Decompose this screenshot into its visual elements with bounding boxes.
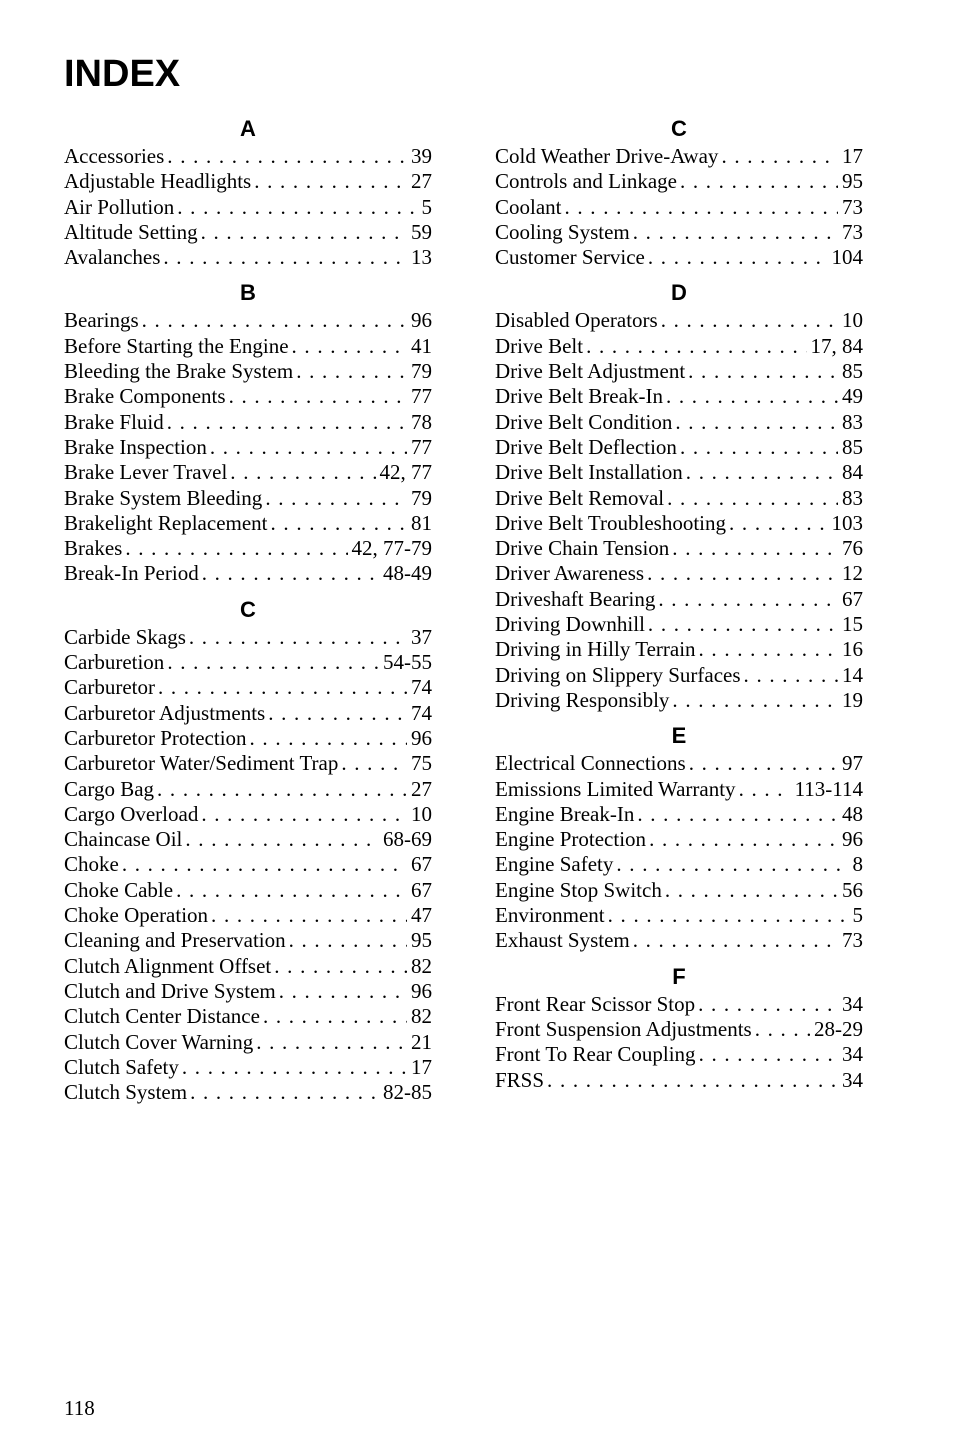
index-page-ref: 41 — [411, 333, 432, 358]
index-term: Engine Stop Switch — [495, 877, 662, 902]
index-page-ref: 56 — [842, 877, 863, 902]
index-term: Chaincase Oil — [64, 827, 183, 852]
index-entry — [495, 435, 863, 460]
index-entry — [495, 195, 863, 220]
index-term: Driving Downhill — [495, 612, 645, 637]
index-term: Break-In Period — [64, 561, 199, 586]
section-letter: D — [671, 280, 687, 306]
index-entry — [64, 410, 432, 435]
index-term: Carburetor — [64, 675, 155, 700]
dot-leader — [142, 308, 407, 333]
index-term: Driveshaft Bearing — [495, 586, 656, 611]
index-entry — [64, 903, 432, 928]
dot-leader — [210, 435, 407, 460]
index-term: Driver Awareness — [495, 561, 645, 586]
dot-leader — [633, 928, 838, 953]
index-term: Brake System Bleeding — [64, 485, 263, 510]
dot-leader — [648, 245, 828, 270]
index-page-ref: 97 — [842, 751, 863, 776]
dot-leader — [274, 954, 407, 979]
page-title: INDEX — [64, 53, 181, 95]
index-entry — [495, 334, 863, 359]
dot-leader — [201, 220, 407, 245]
index-page-ref: 73 — [842, 928, 863, 953]
index-term: Choke Cable — [64, 877, 174, 902]
index-page-ref: 75 — [411, 751, 432, 776]
index-term: Before Starting the Engine — [64, 333, 289, 358]
index-entry — [64, 675, 432, 700]
index-term: Engine Break-In — [495, 801, 635, 826]
dot-leader — [271, 511, 407, 536]
dot-leader — [672, 688, 838, 713]
index-page-ref: 83 — [842, 409, 863, 434]
dot-leader — [608, 903, 849, 928]
index-term: Environment — [495, 903, 605, 928]
index-page-ref: 85 — [842, 434, 863, 459]
index-section — [495, 278, 863, 713]
dot-leader — [189, 625, 407, 650]
dot-leader — [616, 852, 848, 877]
dot-leader — [157, 777, 407, 802]
index-term: Driving in Hilly Terrain — [495, 637, 696, 662]
dot-leader — [202, 561, 379, 586]
dot-leader — [667, 486, 838, 511]
dot-leader — [296, 359, 407, 384]
index-term: Clutch Safety — [64, 1054, 179, 1079]
index-entry — [495, 637, 863, 662]
index-page-ref: 78 — [411, 409, 432, 434]
section-letter: B — [240, 280, 256, 306]
index-term: Bleeding the Brake System — [64, 359, 294, 384]
index-entry — [495, 903, 863, 928]
index-entry — [495, 827, 863, 852]
index-entry — [495, 663, 863, 688]
index-page-ref: 37 — [411, 624, 432, 649]
index-term: Clutch and Drive System — [64, 978, 276, 1003]
index-page-ref: 49 — [842, 384, 863, 409]
index-page-ref: 96 — [411, 978, 432, 1003]
section-letter: E — [671, 723, 687, 749]
index-entry — [495, 220, 863, 245]
index-column-right — [495, 112, 863, 1093]
index-page-ref: 84 — [842, 460, 863, 485]
index-entry — [495, 688, 863, 713]
index-entry — [64, 827, 432, 852]
dot-leader — [163, 245, 407, 270]
dot-leader — [744, 663, 838, 688]
index-term: Brake Fluid — [64, 409, 164, 434]
index-entry — [495, 486, 863, 511]
index-page-ref: 95 — [411, 928, 432, 953]
dot-leader — [211, 903, 407, 928]
index-term: Altitude Setting — [64, 219, 198, 244]
index-page-ref: 27 — [411, 169, 432, 194]
index-term: Choke — [64, 852, 119, 877]
index-term: Brakes — [64, 536, 123, 561]
index-page-ref: 104 — [831, 245, 863, 270]
index-term: Brake Inspection — [64, 434, 207, 459]
index-entry — [495, 1017, 863, 1042]
index-term: Cargo Overload — [64, 801, 199, 826]
index-entry — [495, 384, 863, 409]
index-term: Drive Belt Break-In — [495, 384, 663, 409]
index-page-ref: 34 — [842, 1067, 863, 1092]
dot-leader — [637, 802, 838, 827]
index-term: Carburetor Water/Sediment Trap — [64, 751, 339, 776]
index-page-ref: 12 — [842, 561, 863, 586]
index-entry — [495, 169, 863, 194]
index-entry — [495, 612, 863, 637]
index-term: Cooling System — [495, 219, 630, 244]
index-term: Drive Belt Installation — [495, 460, 683, 485]
index-term: Drive Belt Removal — [495, 485, 665, 510]
index-term: Drive Belt — [495, 333, 584, 358]
index-entry — [495, 460, 863, 485]
index-entry — [495, 751, 863, 776]
index-section — [64, 278, 432, 586]
index-entry — [64, 511, 432, 536]
index-term: Customer Service — [495, 245, 645, 270]
index-column-left — [64, 112, 432, 1105]
index-term: Drive Belt Deflection — [495, 434, 677, 459]
dot-leader — [647, 561, 838, 586]
dot-leader — [721, 144, 838, 169]
index-entry — [64, 625, 432, 650]
index-term: Drive Belt Troubleshooting — [495, 510, 727, 535]
section-letter: C — [671, 116, 687, 141]
index-page-ref: 85 — [842, 359, 863, 384]
index-section — [64, 114, 432, 270]
index-page-ref: 17 — [411, 1054, 432, 1079]
dot-leader — [698, 992, 838, 1017]
dot-leader — [125, 536, 347, 561]
index-page-ref: 42, 77 — [379, 460, 432, 485]
index-entry — [64, 334, 432, 359]
index-term: Clutch Center Distance — [64, 1004, 260, 1029]
index-page-ref: 10 — [842, 308, 863, 333]
index-page-ref: 39 — [411, 144, 432, 168]
index-term: Front Suspension Adjustments — [495, 1016, 752, 1041]
dot-leader — [565, 195, 839, 220]
dot-leader — [675, 410, 838, 435]
dot-leader — [666, 384, 838, 409]
index-page-ref: 81 — [411, 510, 432, 535]
index-page-ref: 77 — [411, 434, 432, 459]
index-entry — [64, 308, 432, 333]
index-term: Brake Lever Travel — [64, 460, 228, 485]
index-entry — [495, 308, 863, 333]
index-term: Electrical Connections — [495, 751, 686, 776]
index-page-ref: 5 — [852, 903, 863, 928]
index-term: Carburetion — [64, 650, 165, 675]
dot-leader — [254, 169, 407, 194]
index-page-ref: 8 — [852, 852, 863, 877]
index-term: Carbide Skags — [64, 624, 186, 649]
index-page-ref: 68-69 — [383, 827, 432, 852]
dot-leader — [167, 144, 407, 169]
index-entry — [495, 410, 863, 435]
dot-leader — [680, 169, 838, 194]
index-page-ref: 48-49 — [383, 561, 432, 586]
section-letter: C — [240, 596, 256, 622]
index-entry — [495, 1042, 863, 1067]
dot-leader — [256, 1030, 407, 1055]
index-term: Cargo Bag — [64, 776, 155, 801]
dot-leader — [699, 637, 838, 662]
index-section — [495, 721, 863, 953]
index-page-ref: 82 — [411, 1004, 432, 1029]
index-entry — [64, 220, 432, 245]
index-page-ref: 15 — [842, 612, 863, 637]
index-term: Brake Components — [64, 384, 226, 409]
index-entry — [495, 852, 863, 877]
index-page-ref: 67 — [411, 852, 432, 877]
index-page-ref: 42, 77-79 — [351, 536, 432, 561]
index-page-ref: 16 — [842, 637, 863, 662]
index-entry — [495, 359, 863, 384]
index-term: Engine Protection — [495, 827, 647, 852]
index-page-ref: 17, 84 — [810, 333, 863, 358]
section-letter: F — [672, 963, 686, 989]
index-page-ref: 79 — [411, 485, 432, 510]
index-page-ref: 79 — [411, 359, 432, 384]
index-page-ref: 34 — [842, 1042, 863, 1067]
index-entry — [64, 384, 432, 409]
dot-leader — [672, 536, 838, 561]
section-letter: A — [240, 116, 256, 141]
index-entry — [495, 928, 863, 953]
dot-leader — [649, 827, 838, 852]
index-term: Clutch Alignment Offset — [64, 953, 272, 978]
dot-leader — [167, 650, 379, 675]
index-term: Front Rear Scissor Stop — [495, 991, 696, 1016]
index-entry — [64, 536, 432, 561]
index-page-ref: 113-114 — [794, 776, 863, 801]
dot-leader — [185, 827, 379, 852]
index-term: Clutch System — [64, 1080, 188, 1105]
dot-leader — [201, 802, 407, 827]
index-entry — [64, 486, 432, 511]
index-entry — [64, 852, 432, 877]
dot-leader — [658, 587, 838, 612]
index-page-ref: 19 — [842, 687, 863, 712]
dot-leader — [689, 751, 838, 776]
index-page-ref: 13 — [411, 245, 432, 270]
index-page-ref: 76 — [842, 536, 863, 561]
index-term: Carburetor Protection — [64, 725, 247, 750]
index-entry — [64, 878, 432, 903]
index-page-ref: 27 — [411, 776, 432, 801]
index-entry — [64, 954, 432, 979]
index-term: Driving on Slippery Surfaces — [495, 662, 741, 687]
index-entry — [495, 1068, 863, 1093]
index-page-ref: 54-55 — [383, 650, 432, 675]
dot-leader — [739, 777, 791, 802]
index-term: Emissions Limited Warranty — [495, 776, 736, 801]
index-term: Cleaning and Preservation — [64, 928, 286, 953]
index-entry — [64, 1030, 432, 1055]
index-entry — [64, 144, 432, 169]
dot-leader — [633, 220, 838, 245]
dot-leader — [680, 435, 838, 460]
dot-leader — [661, 308, 838, 333]
dot-leader — [230, 460, 375, 485]
dot-leader — [182, 1055, 407, 1080]
dot-leader — [265, 486, 407, 511]
index-page-ref: 82 — [411, 953, 432, 978]
index-term: Drive Belt Condition — [495, 409, 673, 434]
index-entry — [64, 802, 432, 827]
index-entry — [495, 561, 863, 586]
dot-leader — [158, 675, 407, 700]
index-entry — [64, 169, 432, 194]
index-page-ref: 17 — [842, 144, 863, 168]
index-term: Air Pollution — [64, 194, 175, 219]
index-term: Coolant — [495, 194, 562, 219]
page-number: 118 — [64, 1396, 95, 1420]
index-page-ref: 5 — [421, 194, 432, 219]
index-section — [64, 595, 432, 1106]
index-page-ref: 67 — [842, 586, 863, 611]
dot-leader — [176, 878, 407, 903]
dot-leader — [263, 1004, 407, 1029]
index-page-ref: 73 — [842, 219, 863, 244]
index-term: Brakelight Replacement — [64, 510, 268, 535]
index-page-ref: 77 — [411, 384, 432, 409]
dot-leader — [250, 726, 407, 751]
index-page-ref: 103 — [831, 510, 863, 535]
index-entry — [495, 536, 863, 561]
index-page-ref: 59 — [411, 219, 432, 244]
index-term: Engine Safety — [495, 852, 614, 877]
index-page-ref: 21 — [411, 1029, 432, 1054]
dot-leader — [190, 1080, 379, 1105]
dot-leader — [699, 1042, 838, 1067]
index-page-ref: 74 — [411, 700, 432, 725]
index-term: Drive Belt Adjustment — [495, 359, 686, 384]
index-entry — [64, 561, 432, 586]
index-term: Drive Chain Tension — [495, 536, 670, 561]
index-page-ref: 10 — [411, 801, 432, 826]
index-page-ref: 48 — [842, 801, 863, 826]
index-term: Adjustable Headlights — [64, 169, 252, 194]
index-term: Driving Responsibly — [495, 687, 670, 712]
index-section — [495, 962, 863, 1093]
dot-leader — [268, 701, 407, 726]
dot-leader — [648, 612, 838, 637]
index-entry — [495, 245, 863, 270]
index-entry — [495, 511, 863, 536]
index-page-ref: 96 — [411, 725, 432, 750]
index-entry — [495, 992, 863, 1017]
dot-leader — [229, 384, 407, 409]
index-entry — [64, 195, 432, 220]
index-entry — [64, 1004, 432, 1029]
dot-leader — [665, 878, 838, 903]
index-entry — [64, 245, 432, 270]
dot-leader — [292, 334, 407, 359]
index-term: Bearings — [64, 308, 139, 333]
dot-leader — [167, 410, 407, 435]
index-entry — [495, 802, 863, 827]
index-entry — [64, 359, 432, 384]
index-term: Cold Weather Drive-Away — [495, 144, 719, 168]
index-page-ref: 96 — [411, 308, 432, 333]
dot-leader — [547, 1068, 838, 1093]
index-entry — [495, 878, 863, 903]
index-page-ref: 28-29 — [814, 1016, 863, 1041]
index-entry — [64, 435, 432, 460]
index-entry — [64, 701, 432, 726]
index-entry — [64, 650, 432, 675]
index-entry — [64, 979, 432, 1004]
index-page-ref: 74 — [411, 675, 432, 700]
index-page-ref: 73 — [842, 194, 863, 219]
dot-leader — [755, 1017, 810, 1042]
index-entry — [64, 928, 432, 953]
dot-leader — [279, 979, 407, 1004]
index-term: Disabled Operators — [495, 308, 658, 333]
index-entry — [495, 587, 863, 612]
index-term: Clutch Cover Warning — [64, 1029, 254, 1054]
index-term: Accessories — [64, 144, 165, 168]
index-page-ref: 67 — [411, 877, 432, 902]
index-page-ref: 14 — [842, 662, 863, 687]
dot-leader — [341, 751, 407, 776]
dot-leader — [586, 334, 806, 359]
index-page-ref: 83 — [842, 485, 863, 510]
dot-leader — [688, 359, 838, 384]
index-term: Avalanches — [64, 245, 161, 270]
index-entry — [64, 460, 432, 485]
index-entry — [64, 1055, 432, 1080]
index-section — [495, 114, 863, 270]
index-term: Choke Operation — [64, 903, 209, 928]
index-entry — [495, 777, 863, 802]
index-entry — [64, 751, 432, 776]
index-entry — [495, 144, 863, 169]
index-page-ref: 95 — [842, 169, 863, 194]
index-page-ref: 82-85 — [383, 1080, 432, 1105]
dot-leader — [686, 460, 838, 485]
dot-leader — [122, 852, 407, 877]
index-entry — [64, 1080, 432, 1105]
index-term: Controls and Linkage — [495, 169, 677, 194]
index-page-ref: 96 — [842, 827, 863, 852]
index-term: Carburetor Adjustments — [64, 700, 266, 725]
index-page-ref: 34 — [842, 991, 863, 1016]
dot-leader — [289, 928, 407, 953]
dot-leader — [729, 511, 827, 536]
index-page-ref: 47 — [411, 903, 432, 928]
index-entry — [64, 777, 432, 802]
index-term: Exhaust System — [495, 928, 630, 953]
index-term: Front To Rear Coupling — [495, 1042, 696, 1067]
index-entry — [64, 726, 432, 751]
dot-leader — [177, 195, 417, 220]
index-term: FRSS — [495, 1067, 545, 1092]
